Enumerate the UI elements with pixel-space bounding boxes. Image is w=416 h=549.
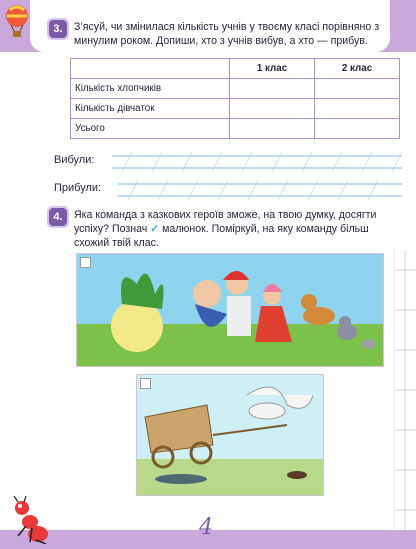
table-header-cell: 2 клас: [315, 59, 400, 79]
task-4-text-part-a: Яка команда з казкових героїв зможе, на твою думку, досягти успіху? Познач: [74, 209, 377, 235]
swan-picture-checkbox[interactable]: [140, 378, 151, 389]
table-row: [71, 119, 400, 139]
table-header-row: [71, 59, 400, 79]
swan-crayfish-pike-picture[interactable]: [136, 374, 324, 496]
table-row-label: Кількість дівчаток: [71, 99, 230, 119]
task-3-text: З’ясуй, чи змінилася кількість учнів у твоєму класі порівняно з минулим роком. Допиши, хто з учнів вибув, а хто — прибув.: [74, 21, 380, 47]
task-3-number: 3.: [49, 20, 67, 38]
arrived-students-label: Прибули:: [54, 182, 102, 194]
table-cell-input[interactable]: [230, 79, 315, 99]
table-cell-input[interactable]: [315, 119, 400, 139]
table-cell-input[interactable]: [315, 79, 400, 99]
table-header-cell: [71, 59, 230, 79]
table-cell-input[interactable]: [315, 99, 400, 119]
class-count-table: [70, 58, 400, 139]
turnip-illustration: [77, 254, 383, 366]
ant-icon: [8, 496, 52, 544]
table-cell-input[interactable]: [230, 99, 315, 119]
margin-grid-decoration: [394, 250, 416, 540]
task-4-number: 4.: [49, 208, 67, 226]
checkmark-icon: ✓: [150, 223, 160, 235]
task-4-text-part-b: малюнок. Поміркуй, на яку команду більш схожий твій клас.: [74, 223, 369, 249]
table-row-label: Кількість хлопчиків: [71, 79, 230, 99]
table-cell-input[interactable]: [230, 119, 315, 139]
swan-crayfish-pike-illustration: [137, 375, 323, 495]
table-row: [71, 99, 400, 119]
table-row-label: Усього: [71, 119, 230, 139]
task-4-text: [74, 208, 404, 250]
arrived-students-writing-lines[interactable]: [118, 176, 402, 202]
table-header-cell: 1 клас: [230, 59, 315, 79]
turnip-picture-checkbox[interactable]: [80, 257, 91, 268]
left-students-writing-lines[interactable]: [112, 148, 402, 174]
hot-air-balloon-icon: [4, 4, 30, 38]
turnip-fairy-tale-picture[interactable]: [76, 253, 384, 367]
table-row: [71, 79, 400, 99]
left-students-label: Вибули:: [54, 154, 95, 166]
page-number: 4: [199, 515, 213, 540]
